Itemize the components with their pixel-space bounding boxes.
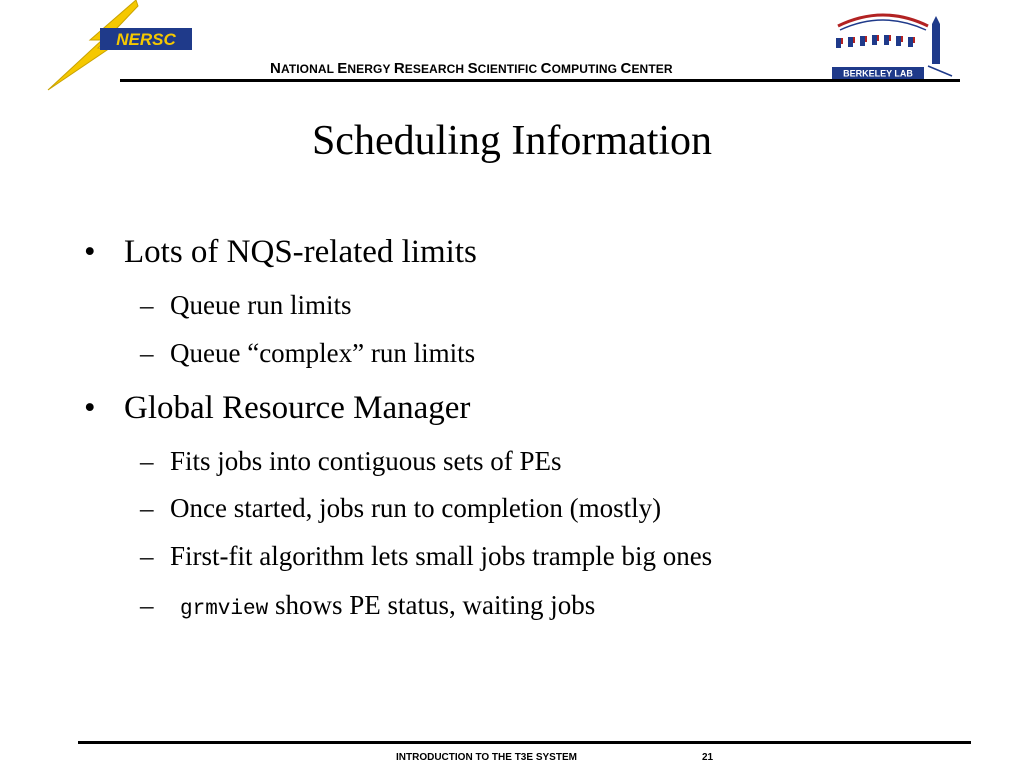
sub-bullet-item [140, 446, 562, 477]
bullet-item [84, 390, 470, 427]
bullet-item [84, 234, 477, 271]
nersc-logo-text: NERSC [116, 30, 176, 49]
bullet-marker: • [84, 390, 96, 426]
footer-divider [78, 741, 971, 744]
bullet-text: Lots of NQS-related limits [124, 234, 477, 270]
slide-title: Scheduling Information [311, 118, 713, 164]
org-title-word: CENTER [620, 60, 673, 77]
sub-bullet-text: Fits jobs into contiguous sets of PEs [170, 446, 562, 476]
sub-bullet-item [140, 290, 351, 321]
sub-bullet-item [140, 590, 595, 621]
sub-bullet-item [140, 493, 661, 524]
dash-marker: – [140, 590, 154, 620]
org-title-word: NATIONAL [270, 60, 338, 77]
dash-marker: – [140, 290, 154, 320]
dash-marker: – [140, 541, 154, 571]
org-title-word: RESEARCH [393, 60, 468, 77]
sub-bullet-text: Queue run limits [170, 290, 352, 320]
bullet-marker: • [84, 234, 96, 270]
command-name: grmview [180, 598, 269, 621]
sub-bullet-text: Queue “complex” run limits [170, 338, 476, 368]
dash-marker: – [140, 338, 154, 368]
sub-bullet-item [140, 541, 712, 572]
sub-bullet-text: shows PE status, waiting jobs [268, 590, 596, 620]
sub-bullet-text: First-fit algorithm lets small jobs trample big ones [170, 541, 713, 571]
page-number: 21 [702, 752, 714, 763]
sub-bullet-item [140, 338, 475, 369]
footer-label: INTRODUCTION TO THE T3E SYSTEM [396, 752, 577, 763]
sub-bullet-text: Once started, jobs run to completion (mostly) [170, 493, 662, 523]
bullet-text: Global Resource Manager [124, 390, 471, 426]
org-title-word: COMPUTING [540, 60, 621, 77]
org-title-word: ENERGY [337, 60, 394, 77]
org-title-word: SCIENTIFIC [467, 60, 541, 77]
berkeley-lab-logo-text: BERKELEY LAB [843, 68, 913, 79]
dash-marker: – [140, 446, 154, 476]
dash-marker: – [140, 493, 154, 523]
